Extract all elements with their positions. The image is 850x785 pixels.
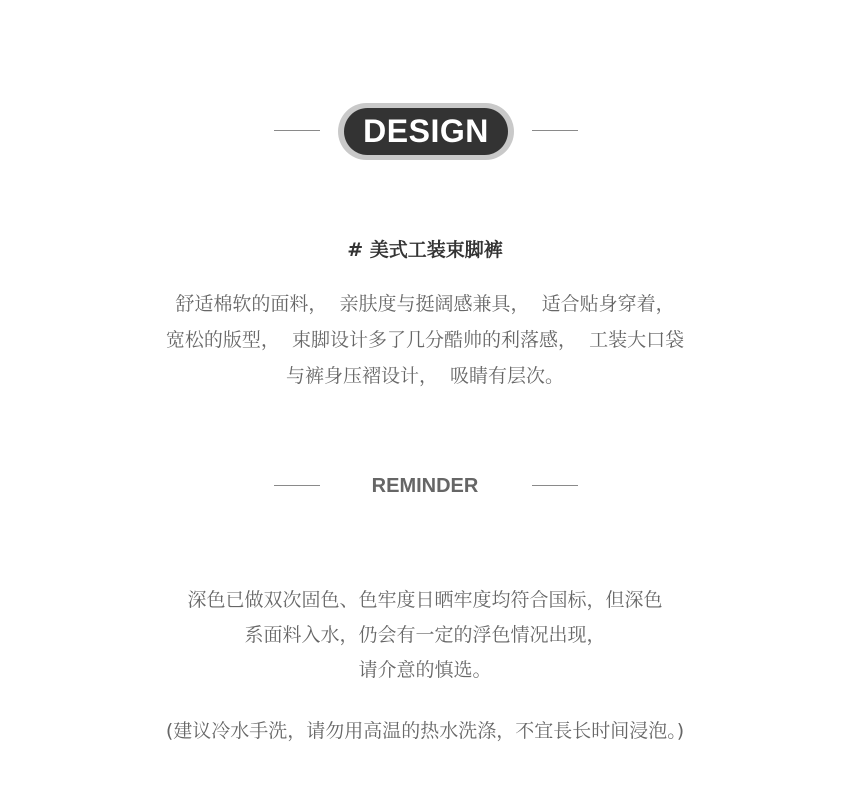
reminder-line-3: 请介意的慎选。 bbox=[358, 659, 492, 681]
description-line-3: 与裤身压褶设计， 吸睛有层次。 bbox=[285, 365, 565, 387]
design-badge: DESIGN bbox=[344, 108, 508, 155]
reminder-line-2: 系面料入水，仍会有一定的浮色情况出现， bbox=[244, 624, 606, 646]
reminder-line-1: 深色已做双次固色、色牢度日晒牢度均符合国标，但深色 bbox=[187, 589, 663, 611]
reminder-title: REMINDER bbox=[371, 475, 479, 497]
design-left-divider bbox=[274, 130, 320, 131]
design-right-divider bbox=[532, 130, 578, 131]
description-line-1: 舒适棉软的面料， 亲肤度与挺阔感兼具， 适合贴身穿着， bbox=[175, 293, 675, 315]
product-subtitle: # 美式工装束脚裤 bbox=[347, 239, 503, 261]
description-line-2: 宽松的版型， 束脚设计多了几分酷帅的利落感， 工装大口袋 bbox=[165, 329, 685, 351]
care-instruction: (建议冷水手洗，请勿用高温的热水洗涤，不宜長长时间浸泡。) bbox=[165, 720, 685, 742]
reminder-right-divider bbox=[532, 485, 578, 486]
